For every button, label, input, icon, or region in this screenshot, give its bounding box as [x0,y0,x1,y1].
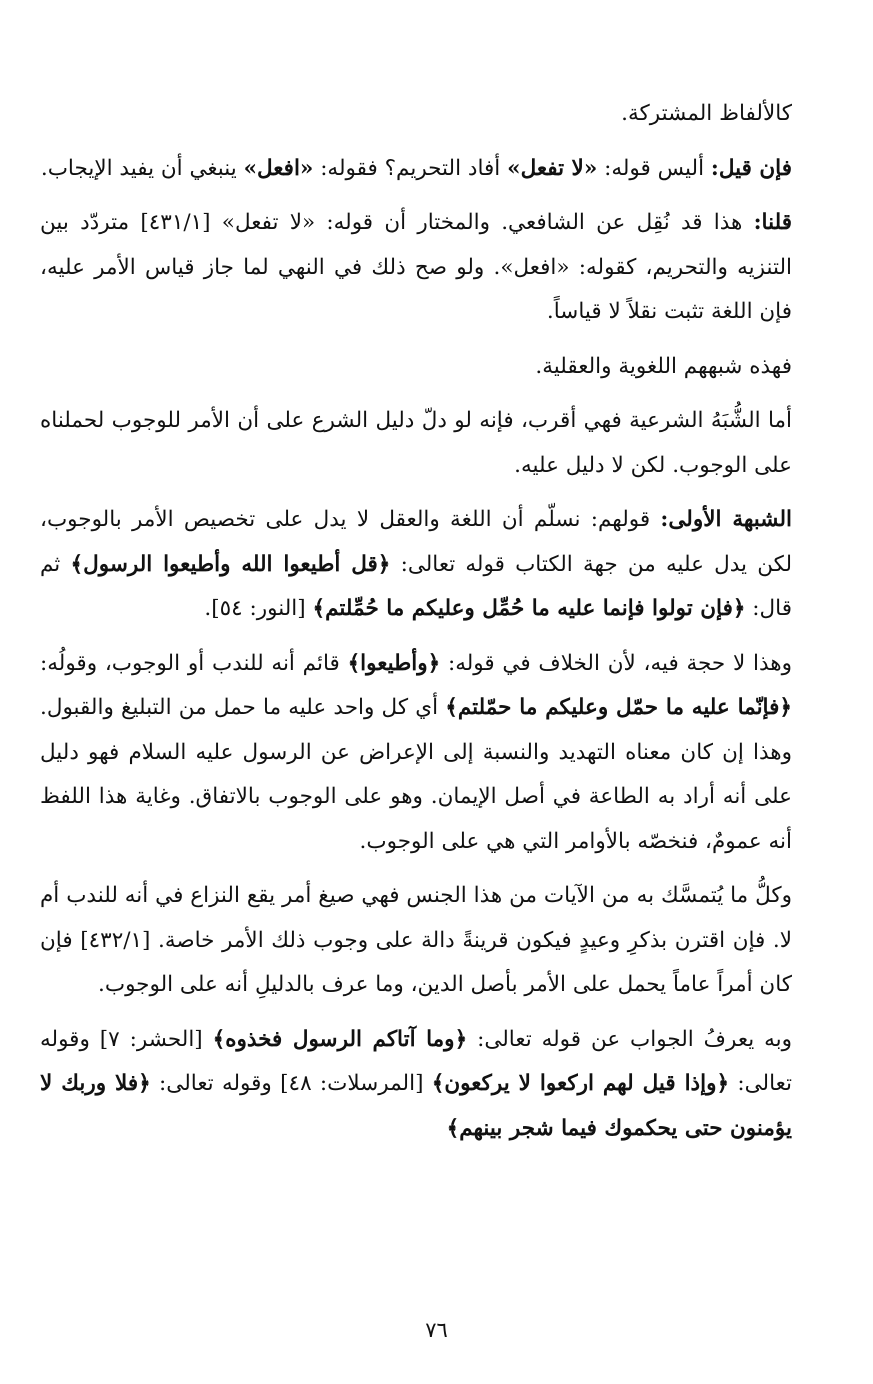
paragraph-8 [40,874,792,1008]
paragraph-3 [40,201,792,335]
label-we-said: قلنا: [753,210,792,235]
paragraph-4 [40,345,792,390]
text: [النور: ٥٤]. [204,596,313,621]
page-body [40,92,792,1161]
text: وكلُّ ما يُتمسَّك به من الآيات من هذا الجنس فهي صيغ أمر يقع النزاع في أنه للندب أم لا. فإن اقترن بذكرِ وعيدٍ فيكون قرينةً دالة على وجوب ذلك الأمر خاصة. [٤٣٢/١] فإن كان أمراً عاماً يحمل على الأمر بأصل الدين، وما عرف بالدليلِ أنه على الوجوب. [40,883,792,997]
verse: ﴿فلا وربك لا يؤمنون حتى يحكموك فيما شجر بينهم﴾ [40,1071,792,1141]
verse: ﴿فإن تولوا فإنما عليه ما حُمِّل وعليكم ما حُمِّلتم﴾ [312,596,746,621]
verse: ﴿فإنّما عليه ما حمّل وعليكم ما حمّلتم﴾ [445,695,792,720]
text: [المرسلات: ٤٨] وقوله تعالى: [150,1071,432,1096]
text: قولهم: نسلّم أن اللغة والعقل لا يدل على تخصيص الأمر بالوجوب، لكن يدل عليه من جهة الكتاب قوله تعالى: [40,507,792,577]
text: فهذه شبههم اللغوية والعقلية. [535,353,792,379]
paragraph-7 [40,642,792,865]
paragraph-2 [40,147,792,192]
text: ينبغي أن يفيد الإيجاب. [40,155,244,181]
paragraph-6 [40,498,792,632]
verse: ﴿قل أطيعوا الله وأطيعوا الرسول﴾ [70,551,391,577]
text: أفاد التحريم؟ فقوله: [313,155,508,181]
paragraph-5 [40,399,792,488]
text: وبه يعرفُ الجواب عن قوله تعالى: [467,1026,792,1052]
verse: ﴿وأطيعوا﴾ [347,650,441,676]
text: كالألفاظ المشتركة. [621,101,792,126]
text: ثم قال: [40,551,792,621]
text: أليس قوله: [597,155,711,181]
quote: «لا تفعل» [507,155,598,181]
text: وهذا لا حجة فيه، لأن الخلاف في قوله: [440,650,792,676]
page-number: ٧٦ [425,1318,448,1342]
text: [الحشر: ٧] وقوله تعالى: [40,1026,793,1096]
verse: ﴿وما آتاكم الرسول فخذوه﴾ [212,1026,468,1052]
verse: ﴿وإذا قيل لهم اركعوا لا يركعون﴾ [431,1071,730,1096]
text: هذا قد نُقِل عن الشافعي. والمختار أن قوله: «لا تفعل» [٤٣١/١] متردّد بين التنزيه والتحريم، كقوله: «افعل». ولو صح ذلك في النهي لما جاز قياس الأمر عليه، فإن اللغة تثبت نقلاً لا قياساً. [40,210,792,324]
text: قائم أنه للندب أو الوجوب، وقولُه: [40,650,348,676]
label-first-doubt: الشبهة الأولى: [660,507,792,532]
quote: «افعل» [243,155,314,181]
text: أما الشُّبَهُ الشرعية فهي أقرب، فإنه لو دلّ دليل الشرع على أن الأمر للوجوب لحملناه على الوجوب. لكن لا دليل عليه. [40,408,792,478]
label-if-said: فإن قيل: [710,155,792,181]
text: أي كل واحد عليه ما حمل من التبليغ والقبول. وهذا إن كان معناه التهديد والنسبة إلى الإعراض عن الرسول عليه السلام فهو دليل على أنه أراد به الطاعة في أصل الإيمان. وهو على الوجوب بالاتفاق. وغاية هذا اللفظ أنه عمومٌ، فنخصّه بالأوامر التي هي على الوجوب. [40,695,792,854]
paragraph-1 [40,92,792,137]
paragraph-9 [40,1018,792,1152]
